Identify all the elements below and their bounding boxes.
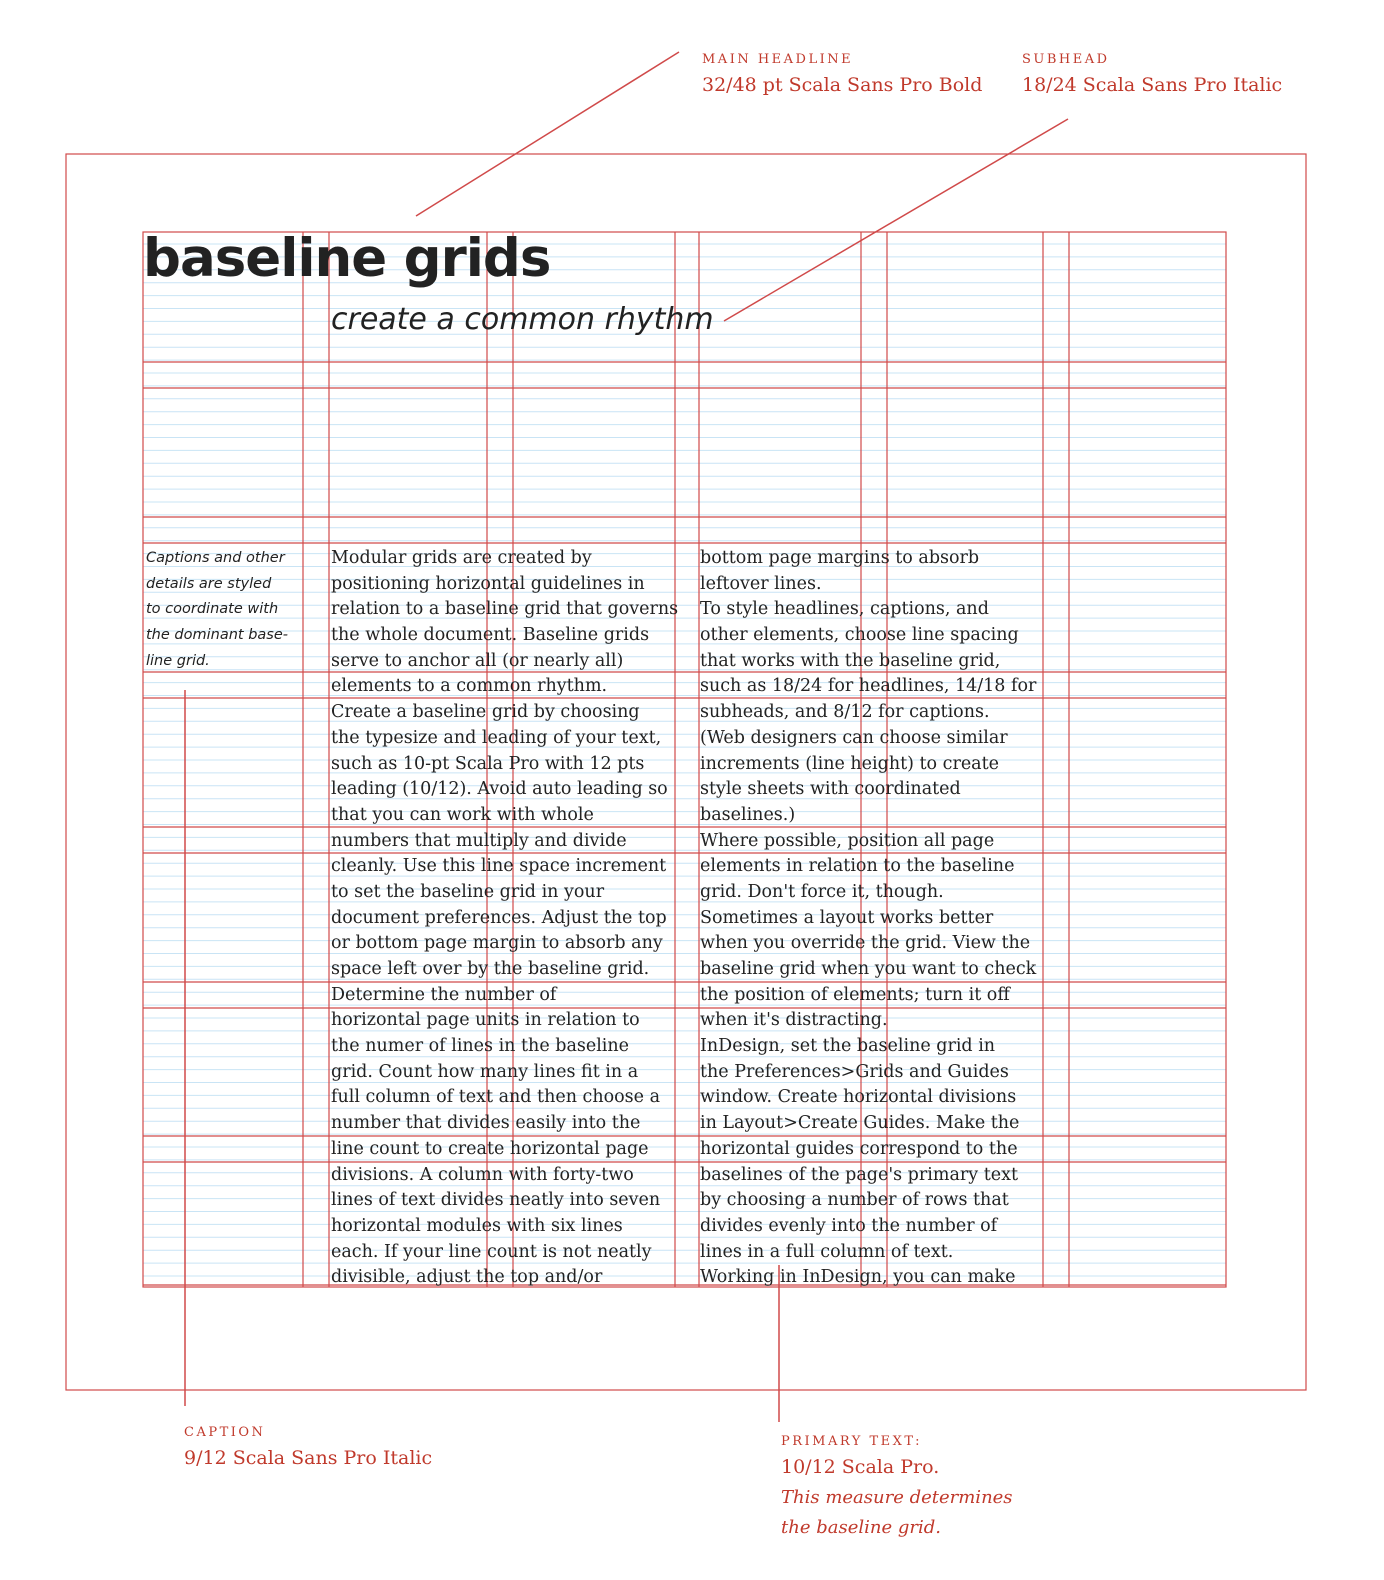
body-text-line: the Preferences>Grids and Guides: [700, 1061, 1009, 1082]
caption-line: to coordinate with: [146, 601, 279, 618]
page-headline: baseline grids: [143, 228, 551, 289]
primary-text-annotation-heading: PRIMARY TEXT:: [781, 1434, 922, 1449]
body-text-line: elements to a common rhythm.: [331, 676, 608, 697]
body-text-line: grid. Don't force it, though.: [700, 881, 944, 902]
body-text-line: Working in InDesign, you can make: [700, 1267, 1016, 1288]
body-text-line: each. If your line count is not neatly: [331, 1241, 652, 1262]
body-text-line: horizontal modules with six lines: [331, 1215, 623, 1236]
page-trim-border: [66, 154, 1306, 1390]
body-text-line: (Web designers can choose similar: [700, 727, 1008, 748]
body-text-line: leading (10/12). Avoid auto leading so: [331, 779, 668, 800]
body-text-line: positioning horizontal guidelines in: [331, 573, 645, 594]
primary-text-annotation-note: This measure determines: [781, 1487, 1013, 1508]
body-text-line: other elements, choose line spacing: [700, 625, 1019, 646]
body-text-line: to set the baseline grid in your: [331, 881, 605, 902]
body-text-line: divides evenly into the number of: [700, 1215, 998, 1236]
body-text-line: style sheets with coordinated: [700, 779, 961, 800]
body-text-line: such as 10-pt Scala Pro with 12 pts: [331, 753, 645, 774]
caption-line: Captions and other: [146, 550, 285, 566]
body-text-line: bottom page margins to absorb: [700, 548, 980, 568]
body-text-line: by choosing a number of rows that: [700, 1190, 1009, 1211]
page-subhead: create a common rhythm: [331, 302, 714, 337]
primary-text-annotation-note: the baseline grid.: [781, 1517, 941, 1538]
body-text-line: when you override the grid. View the: [700, 933, 1031, 954]
caption-annotation-spec: 9/12 Scala Sans Pro Italic: [184, 1447, 433, 1469]
body-text-line: document preferences. Adjust the top: [331, 907, 667, 928]
body-text-line: the numer of lines in the baseline: [331, 1036, 630, 1057]
body-text-line: divisible, adjust the top and/or: [331, 1267, 603, 1288]
body-text-line: Where possible, position all page: [700, 830, 995, 851]
main-headline-annotation-spec: 32/48 pt Scala Sans Pro Bold: [702, 74, 983, 96]
body-text-line: the typesize and leading of your text,: [331, 727, 662, 748]
body-text-line: in Layout>Create Guides. Make the: [700, 1113, 1020, 1134]
body-text-line: that works with the baseline grid,: [700, 650, 1001, 671]
body-text-line: lines in a full column of text.: [700, 1241, 954, 1262]
body-text-line: elements in relation to the baseline: [700, 856, 1015, 877]
subhead-annotation-spec: 18/24 Scala Sans Pro Italic: [1022, 74, 1283, 96]
body-text-line: the position of elements; turn it off: [700, 984, 1010, 1005]
body-text-line: baselines.): [700, 804, 796, 825]
body-text-line: baselines of the page's primary text: [700, 1164, 1018, 1185]
body-text-line: grid. Count how many lines fit in a: [331, 1061, 639, 1082]
body-text-line: such as 18/24 for headlines, 14/18 for: [700, 676, 1037, 697]
caption-annotation-heading: CAPTION: [184, 1425, 266, 1440]
caption-line: line grid.: [146, 652, 210, 669]
subhead-annotation-heading: SUBHEAD: [1022, 52, 1110, 67]
body-text-line: baseline grid when you want to check: [700, 959, 1037, 979]
body-text-line: full column of text and then choose a: [331, 1087, 661, 1108]
body-text-line: To style headlines, captions, and: [700, 599, 989, 620]
body-text-line: numbers that multiply and divide: [331, 830, 627, 851]
body-text-line: InDesign, set the baseline grid in: [700, 1036, 996, 1057]
body-text-line: Sometimes a layout works better: [700, 907, 994, 928]
body-text-line: Determine the number of: [331, 984, 557, 1005]
text-column-1: [331, 546, 678, 1291]
subhead-leader-line: [724, 119, 1068, 321]
body-text-line: the whole document. Baseline grids: [331, 625, 650, 646]
caption-line: the dominant base-: [146, 627, 288, 644]
text-column-2: [700, 546, 1036, 1291]
body-text-line: divisions. A column with forty-two: [331, 1164, 634, 1185]
body-text-line: relation to a baseline grid that governs: [331, 599, 679, 620]
body-text-line: subheads, and 8/12 for captions.: [700, 702, 990, 723]
body-text-line: increments (line height) to create: [700, 753, 999, 774]
primary-text-annotation-spec: 10/12 Scala Pro.: [781, 1456, 940, 1478]
caption-column: [146, 546, 288, 674]
body-text-line: space left over by the baseline grid.: [331, 959, 650, 979]
body-text-line: serve to anchor all (or nearly all): [331, 650, 624, 671]
caption-line: details are styled: [146, 575, 272, 592]
headline-leader-line: [416, 52, 679, 216]
body-text-line: Modular grids are created by: [331, 548, 592, 568]
body-text-line: when it's distracting.: [700, 1010, 888, 1031]
body-text-line: that you can work with whole: [331, 804, 594, 825]
body-text-line: number that divides easily into the: [331, 1113, 641, 1134]
body-text-line: cleanly. Use this line space increment: [331, 856, 667, 877]
main-headline-annotation-heading: MAIN HEADLINE: [702, 52, 854, 67]
body-text-line: horizontal guides correspond to the: [700, 1138, 1018, 1159]
body-text-line: leftover lines.: [700, 573, 822, 594]
body-text-line: line count to create horizontal page: [331, 1138, 649, 1159]
body-text-line: or bottom page margin to absorb any: [331, 933, 663, 954]
body-text-line: lines of text divides neatly into seven: [331, 1190, 661, 1211]
body-text-line: window. Create horizontal divisions: [700, 1087, 1017, 1108]
body-text-line: Create a baseline grid by choosing: [331, 702, 640, 723]
body-text-line: horizontal page units in relation to: [331, 1010, 640, 1031]
